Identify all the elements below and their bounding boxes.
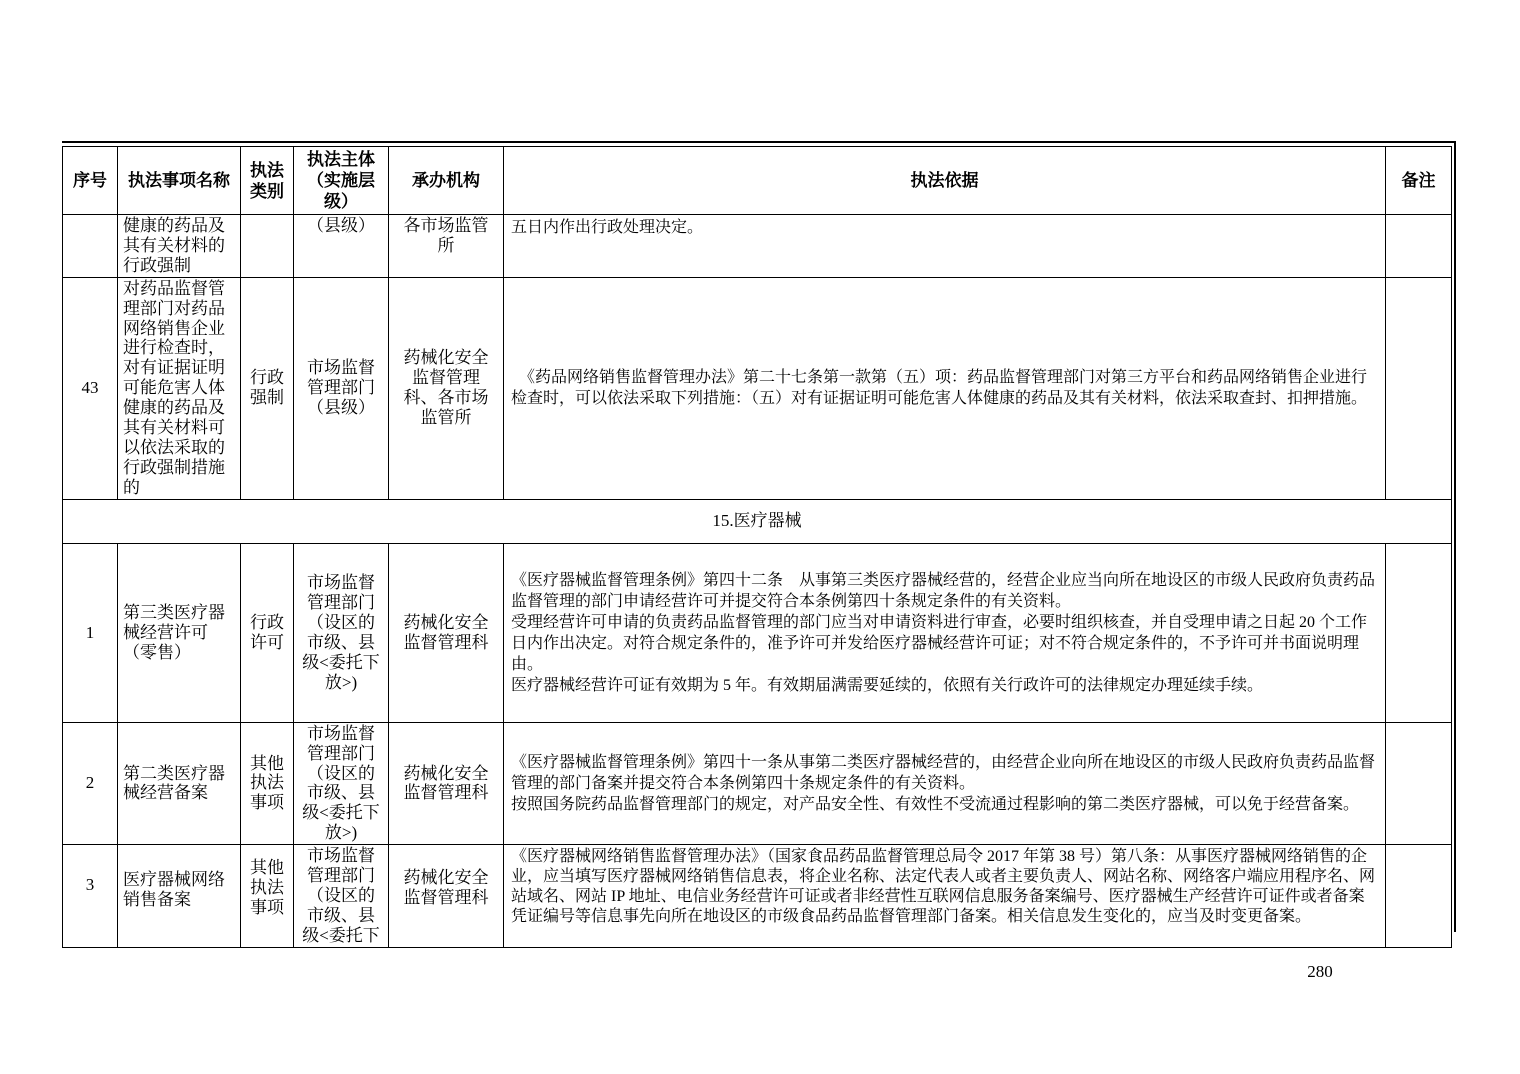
column-header-remark: 备注 xyxy=(1386,147,1452,215)
cell-remark xyxy=(1386,277,1452,499)
cell-item-name: 对药品监督管理部门对药品网络销售企业进行检查时，对有证据证明可能危害人体健康的药品及其有关材料可以依法采取的行政强制措施的 xyxy=(118,277,241,499)
cell-subject: 市场监督管理部门（设区的市级、县级<委托下放>) xyxy=(294,543,389,722)
basis-paragraph: 《医疗器械网络销售监督管理办法》（国家食品药品监督管理总局令 2017 年第 38 号）第八条：从事医疗器械网络销售的企业，应当填写医疗器械网络销售信息表，将企业名称、法定代表人或者主要负责人、网站名称、网络客户端应用程序名、网站域名、网站 IP 地址、电信业务经营许可证或者非经营性互联网信息服务备案编号、医疗器械生产经营许可证件或者备案凭证编号等信息事先向所在地设区的市级食品药品监督管理部门备案。相关信息发生变化的，应当及时变更备案。 xyxy=(511,848,1376,926)
cell-subject: 市场监督管理部门（县级） xyxy=(294,277,389,499)
cell-item-name: 医疗器械网络销售备案 xyxy=(118,845,241,948)
table-outer-top-rule xyxy=(62,141,1455,143)
cell-item-name: 第二类医疗器械经营备案 xyxy=(118,722,241,844)
table-row-continuation xyxy=(63,215,1452,278)
enforcement-matters-table xyxy=(62,146,1452,948)
cell-subject: 市场监督管理部门（设区的市级、县级<委托下 xyxy=(294,845,389,948)
cell-serial: 2 xyxy=(63,722,118,844)
cell-category xyxy=(241,215,294,278)
basis-paragraph: 《医疗器械监督管理条例》第四十二条 从事第三类医疗器械经营的，经营企业应当向所在地设区的市级人民政府负责药品监督管理的部门申请经营许可并提交符合本条例第四十条规定条件的有关资料。 xyxy=(511,571,1376,610)
cell-basis xyxy=(504,215,1386,278)
basis-paragraph: 五日内作出行政处理决定。 xyxy=(511,219,704,236)
cell-category: 行政许可 xyxy=(241,543,294,722)
section-title: 15.医疗器械 xyxy=(63,499,1452,543)
basis-paragraph: 《药品网络销售监督管理办法》第二十七条第一款第（五）项：药品监督管理部门对第三方平台和药品网络销售企业进行检查时，可以依法采取下列措施：（五）对有证据证明可能危害人体健康的药品及其有关材料，依法采取查封、扣押措施。 xyxy=(511,369,1368,408)
cell-serial: 1 xyxy=(63,543,118,722)
basis-paragraph: 《医疗器械监督管理条例》第四十一条从事第二类医疗器械经营的，由经营企业向所在地设区的市级人民政府负责药品监督管理的部门备案并提交符合本条例第四十条规定条件的有关资料。 xyxy=(511,753,1376,792)
table-row-43 xyxy=(63,277,1452,499)
cell-organ: 药械化安全监督管理科 xyxy=(389,722,504,844)
cell-organ: 药械化安全监督管理科 xyxy=(389,845,504,948)
column-header-subject: 执法主体（实施层级） xyxy=(294,147,389,215)
cell-serial: 43 xyxy=(63,277,118,499)
cell-basis xyxy=(504,845,1386,948)
cell-item-name: 健康的药品及其有关材料的行政强制 xyxy=(118,215,241,278)
cell-remark xyxy=(1386,722,1452,844)
cell-basis xyxy=(504,277,1386,499)
cell-subject: 市场监督管理部门（设区的市级、县级<委托下放>) xyxy=(294,722,389,844)
table-row-2 xyxy=(63,722,1452,844)
cell-remark xyxy=(1386,543,1452,722)
cell-category: 其他执法事项 xyxy=(241,845,294,948)
cell-serial: 3 xyxy=(63,845,118,948)
column-header-category: 执法类别 xyxy=(241,147,294,215)
column-header-item-name: 执法事项名称 xyxy=(118,147,241,215)
cell-organ: 药械化安全监督管理科、各市场监管所 xyxy=(389,277,504,499)
cell-remark xyxy=(1386,845,1452,948)
cell-basis xyxy=(504,543,1386,722)
basis-paragraph: 医疗器械经营许可证有效期为 5 年。有效期届满需要延续的，依照有关行政许可的法律规定办理延续手续。 xyxy=(511,676,1264,694)
basis-paragraph: 受理经营许可申请的负责药品监督管理的部门应当对申请资料进行审查，必要时组织核查，并自受理申请之日起 20 个工作日内作出决定。对符合规定条件的，准予许可并发给医疗器械经营许可证；对不符合规定条件的，不予许可并书面说明理由。 xyxy=(511,613,1368,673)
table-header-row xyxy=(63,147,1452,215)
cell-organ: 各市场监管所 xyxy=(389,215,504,278)
table-outer-right-rule xyxy=(1454,141,1456,932)
table-row-1 xyxy=(63,543,1452,722)
cell-subject: （县级） xyxy=(294,215,389,278)
table-row-3 xyxy=(63,845,1452,948)
column-header-basis: 执法依据 xyxy=(504,147,1386,215)
cell-serial xyxy=(63,215,118,278)
basis-paragraph: 按照国务院药品监督管理部门的规定，对产品安全性、有效性不受流通过程影响的第二类医疗器械，可以免于经营备案。 xyxy=(511,795,1360,813)
cell-item-name: 第三类医疗器械经营许可（零售） xyxy=(118,543,241,722)
column-header-organ: 承办机构 xyxy=(389,147,504,215)
cell-basis xyxy=(504,722,1386,844)
column-header-serial: 序号 xyxy=(63,147,118,215)
section-header-row xyxy=(63,499,1452,543)
cell-category: 行政强制 xyxy=(241,277,294,499)
page-number: 280 xyxy=(1307,962,1333,981)
cell-organ: 药械化安全监督管理科 xyxy=(389,543,504,722)
cell-remark xyxy=(1386,215,1452,278)
cell-category: 其他执法事项 xyxy=(241,722,294,844)
